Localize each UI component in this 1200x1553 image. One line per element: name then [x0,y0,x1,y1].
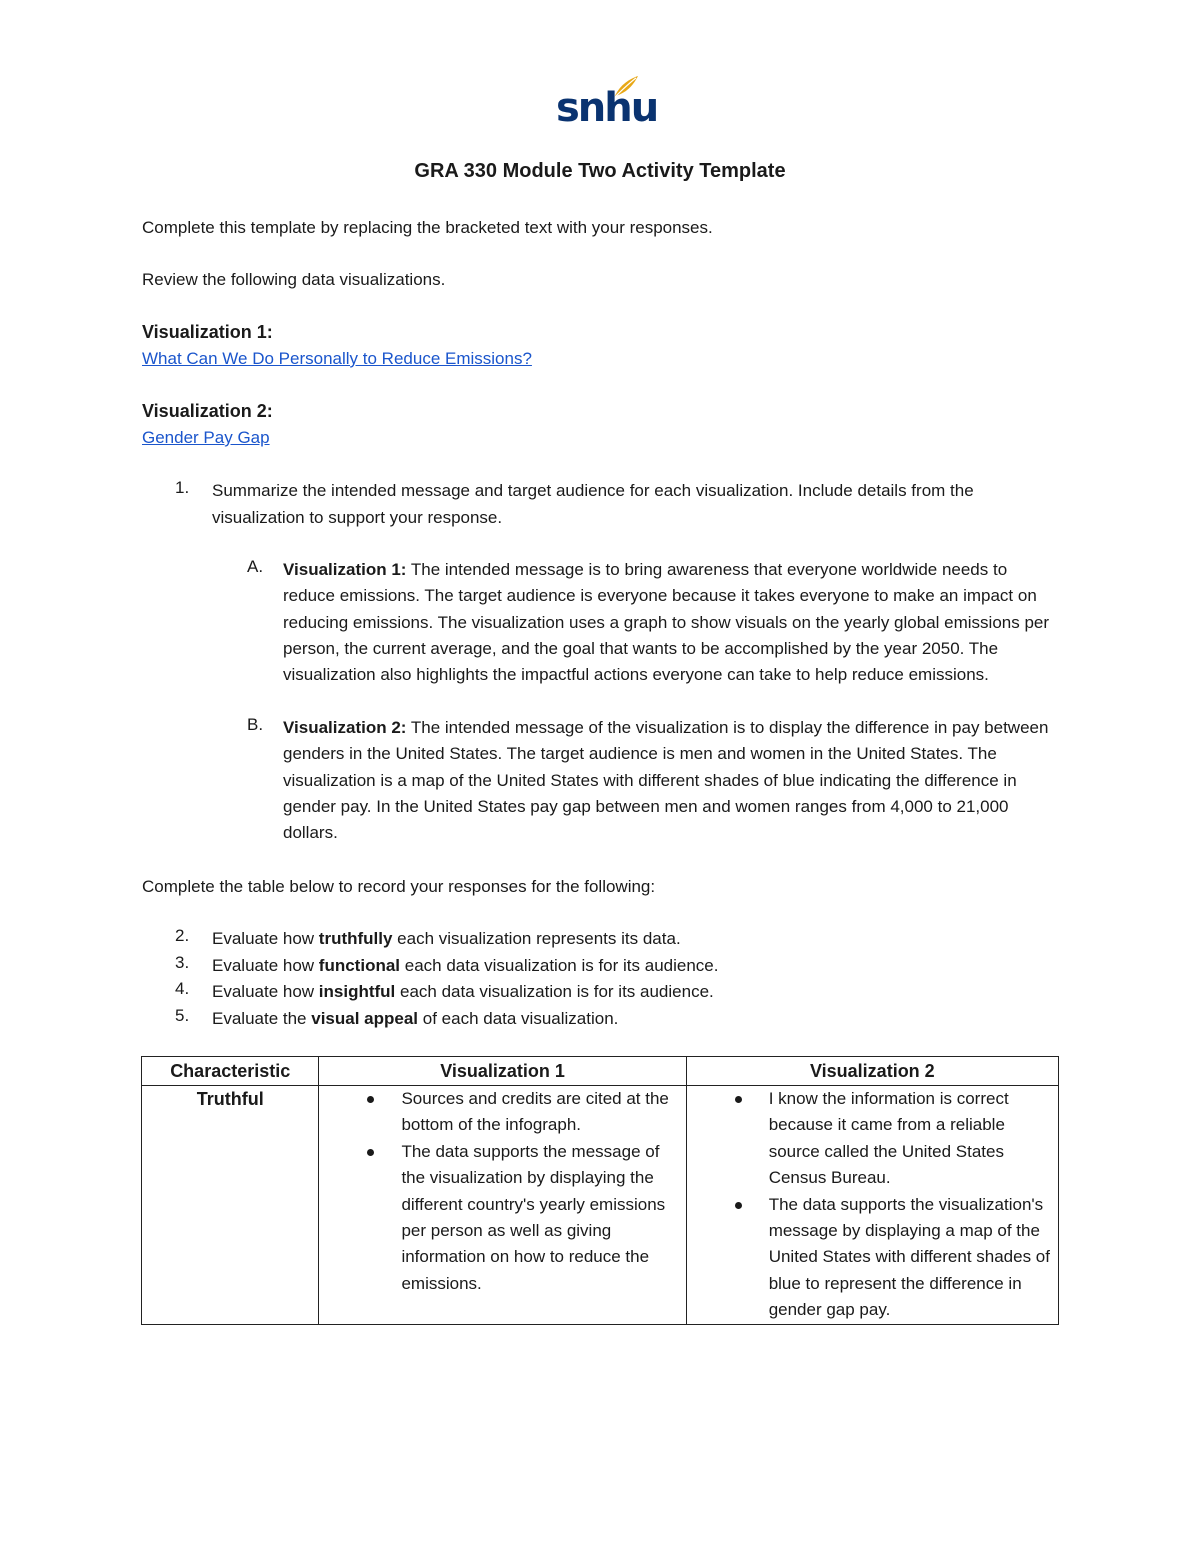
snhu-logo [556,74,658,132]
q3-text: Evaluate how functional each data visualization is for its audience. [212,956,719,975]
answer-a [283,557,1063,688]
q5-text: Evaluate the visual appeal of each data visualization. [212,1009,619,1028]
table-header-row [142,1057,1059,1086]
viz1-cell[interactable] [319,1086,686,1325]
list-item: The data supports the visualization's message by displaying a map of the United States with different shades of blue to represent the difference in gender gap pay. [687,1192,1058,1324]
viz1-heading: Visualization 1: [142,322,273,342]
q3-keyword: functional [318,956,401,975]
bullet-icon [735,1096,742,1103]
viz2-heading: Visualization 2: [142,401,273,421]
answer-a-label: Visualization 1: [283,560,407,579]
q4-text: Evaluate how insightful each data visualization is for its audience. [212,982,714,1001]
answer-b-label: Visualization 2: [283,718,407,737]
list-item: The data supports the message of the visualization by displaying the different country's yearly emissions per person as well as giving information on how to reduce the emissions. [319,1139,685,1297]
q2-keyword: truthfully [318,929,393,948]
header-characteristic: Characteristic [142,1057,319,1086]
q1-text: Summarize the intended message and target audience for each visualization. Include details from the visualization to support your response. [212,481,974,527]
bullet-icon [367,1149,374,1156]
q2-text: Evaluate how truthfully each visualization represents its data. [212,929,681,948]
review-text: Review the following data visualizations. [142,270,446,289]
answer-b-letter: B. [247,715,264,734]
q4-number: 4. [175,979,190,998]
viz2-cell[interactable] [686,1086,1058,1325]
bullet-icon [367,1096,374,1103]
header-visualization-1: Visualization 1 [319,1057,686,1086]
list-item: Sources and credits are cited at the bottom of the infograph. [319,1086,685,1139]
q5-number: 5. [175,1006,190,1025]
answer-b-text: The intended message of the visualization is to display the difference in pay between genders in the United States. The target audience is men and women in the United States. The visualization is a map of the United States with different shades of blue indicating the difference in gender pay. In the United States pay gap between men and women ranges from 4,000 to 21,000 dollars. [283,718,1049,843]
table-intro: Complete the table below to record your responses for the following: [142,877,656,896]
q2-number: 2. [175,926,190,945]
answer-a-text: The intended message is to bring awareness that everyone worldwide needs to reduce emissions. The target audience is everyone because it takes everyone to make an impact on reducing emissions. The visualization uses a graph to show visuals on the yearly global emissions per person, the current average, and the goal that wants to be accomplished by the year 2050. The visualization also highlights the impactful actions everyone can take to help reduce emissions. [283,560,1050,685]
q4-keyword: insightful [318,982,396,1001]
evaluation-table [141,1056,1059,1325]
q3-number: 3. [175,953,190,972]
answer-b [283,715,1063,846]
q1-number: 1. [175,478,190,497]
logo-text: snhu [556,85,658,131]
viz2-link[interactable]: Gender Pay Gap [142,428,270,447]
header-visualization-2: Visualization 2 [686,1057,1058,1086]
intro-text: Complete this template by replacing the bracketed text with your responses. [142,218,713,237]
q5-keyword: visual appeal [311,1009,419,1028]
viz1-link[interactable]: What Can We Do Personally to Reduce Emissions? [142,349,532,368]
page-title: GRA 330 Module Two Activity Template [414,160,786,182]
answer-a-letter: A. [247,557,264,576]
table-row [142,1086,1059,1325]
bullet-icon [735,1202,742,1209]
characteristic-cell: Truthful [142,1086,319,1325]
list-item: I know the information is correct because it came from a reliable source called the United States Census Bureau. [687,1086,1058,1192]
